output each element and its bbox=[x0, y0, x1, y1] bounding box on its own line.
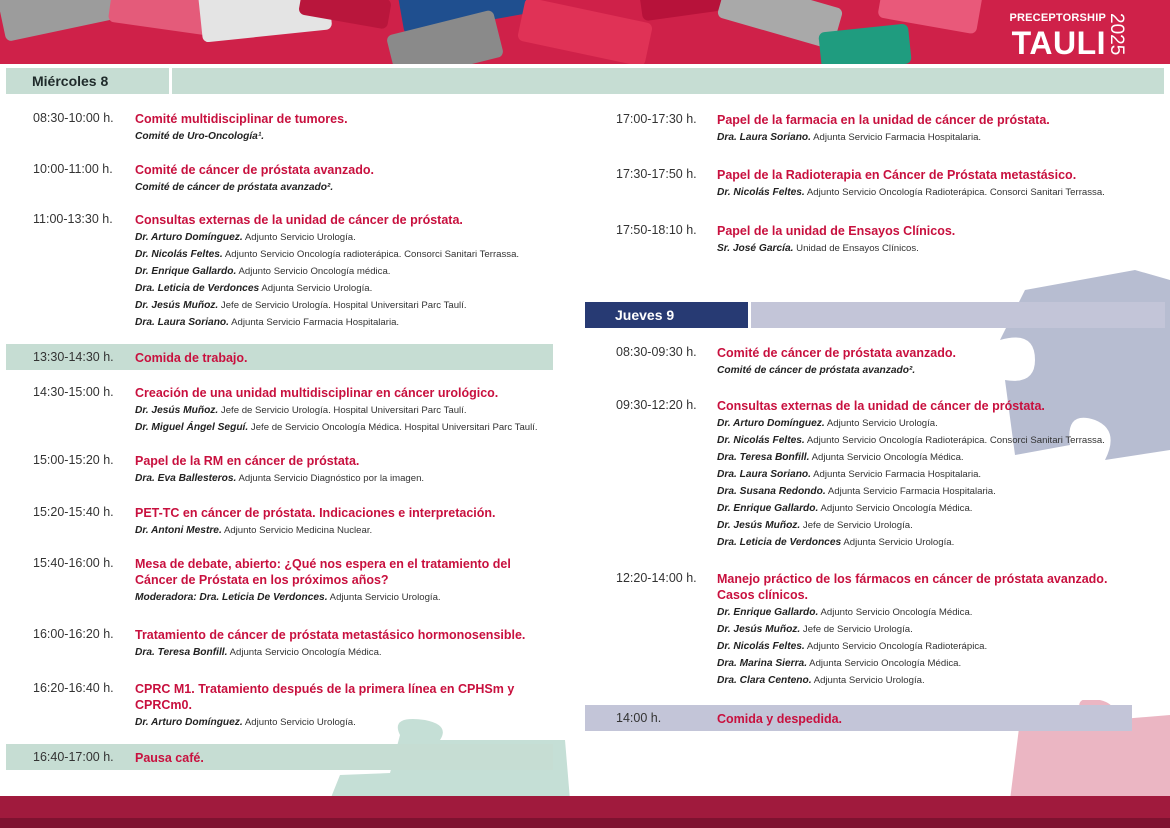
session-title: Papel de la farmacia en la unidad de cáncer de próstata. bbox=[717, 113, 1050, 127]
speaker-name: Dra. Teresa Bonfill. bbox=[717, 452, 810, 463]
speaker-line bbox=[717, 483, 996, 500]
session-time: 17:00-17:30 h. bbox=[616, 112, 697, 126]
wednesday-header bbox=[6, 68, 1164, 94]
speaker-name: Dr. Arturo Domínguez. bbox=[717, 418, 825, 429]
puzzle-piece-icon bbox=[638, 0, 723, 21]
speaker-line bbox=[717, 655, 961, 672]
speaker-role: Jefe de Servicio Urología. Hospital Universitari Parc Taulí. bbox=[220, 300, 467, 311]
puzzle-piece-icon bbox=[0, 0, 124, 42]
speaker-name: Dr. Antoni Mestre. bbox=[135, 525, 222, 536]
speaker-name: Dra. Eva Ballesteros. bbox=[135, 473, 237, 484]
speaker-role: Adjunto Servicio Oncología Radioterápica. Consorci Sanitari Terrassa. bbox=[806, 435, 1105, 446]
session-time: 16:00-16:20 h. bbox=[33, 627, 114, 641]
speaker-role: Adjunta Servicio Urología. bbox=[843, 537, 955, 548]
speaker-name: Dr. Nicolás Feltes. bbox=[717, 435, 805, 446]
speaker-name: Dr. Arturo Domínguez. bbox=[135, 717, 243, 728]
session-title: Manejo práctico de los fármacos en cáncer de próstata avanzado. bbox=[717, 572, 1108, 586]
session-time: 11:00-13:30 h. bbox=[33, 212, 113, 226]
speaker-name: Dra. Leticia de Verdonces bbox=[135, 283, 260, 294]
speaker-name: Dr. Jesús Muñoz. bbox=[717, 520, 801, 531]
speaker-line bbox=[135, 229, 356, 246]
brand-logo bbox=[1009, 6, 1140, 62]
speaker-line bbox=[135, 263, 390, 280]
session-title: Tratamiento de cáncer de próstata metastásico hormonosensible. bbox=[135, 628, 526, 642]
speaker-name: Dra. Leticia De Verdonces. bbox=[199, 592, 328, 603]
speaker-line bbox=[717, 466, 981, 483]
speaker-line bbox=[717, 449, 964, 466]
wednesday-header-label: Miércoles 8 bbox=[6, 68, 169, 94]
speaker-line bbox=[135, 314, 399, 331]
speaker-role: Adjunta Servicio Diagnóstico por la imagen. bbox=[238, 473, 425, 484]
speaker-line bbox=[717, 621, 913, 638]
speaker-role: Jefe de Servicio Urología. bbox=[802, 520, 913, 531]
speaker-name: Comité de cáncer de próstata avanzado². bbox=[135, 182, 334, 193]
speaker-role: Adjunta Servicio Farmacia Hospitalaria. bbox=[813, 469, 982, 480]
speaker-role: Adjunto Servicio Oncología Médica. bbox=[820, 503, 973, 514]
session-title: Comité de cáncer de próstata avanzado. bbox=[135, 163, 374, 177]
break-row bbox=[585, 705, 1132, 731]
speaker-line bbox=[135, 714, 356, 731]
break-row bbox=[6, 344, 553, 370]
session-time: 17:30-17:50 h. bbox=[616, 167, 697, 181]
speaker-name: Comité de Uro-Oncología¹. bbox=[135, 131, 265, 142]
session-title: Papel de la RM en cáncer de próstata. bbox=[135, 454, 360, 468]
speaker-line bbox=[135, 589, 441, 606]
speaker-role: Adjunto Servicio Medicina Nuclear. bbox=[223, 525, 373, 536]
speaker-line bbox=[717, 432, 1105, 449]
session-title: Casos clínicos. bbox=[717, 588, 809, 602]
speaker-line bbox=[717, 415, 938, 432]
speaker-name: Dr. Jesús Muñoz. bbox=[135, 300, 219, 311]
footer-shadow bbox=[0, 818, 1170, 828]
speaker-role: Jefe de Servicio Oncología Médica. Hospital Universitari Parc Taulí. bbox=[250, 422, 538, 433]
speaker-name: Dr. Jesús Muñoz. bbox=[135, 405, 219, 416]
session-time: 10:00-11:00 h. bbox=[33, 162, 113, 176]
speaker-line bbox=[717, 129, 981, 146]
speaker-line bbox=[717, 184, 1105, 201]
speaker-line bbox=[135, 644, 382, 661]
session-title: Pausa café. bbox=[135, 751, 204, 765]
speaker-line bbox=[717, 534, 954, 551]
session-time: 15:00-15:20 h. bbox=[33, 453, 114, 467]
speaker-name: Comité de cáncer de próstata avanzado². bbox=[717, 365, 916, 376]
session-title: Consultas externas de la unidad de cáncer de próstata. bbox=[135, 213, 463, 227]
speaker-role: Adjunto Servicio Oncología Médica. bbox=[820, 607, 973, 618]
speaker-name: Dr. Nicolás Feltes. bbox=[135, 249, 223, 260]
speaker-role: Adjunta Servicio Oncología Médica. bbox=[809, 658, 962, 669]
session-time: 15:40-16:00 h. bbox=[33, 556, 114, 570]
brand-year: 2025 bbox=[1106, 13, 1127, 56]
session-time: 16:20-16:40 h. bbox=[33, 681, 114, 695]
session-time: 08:30-09:30 h. bbox=[616, 345, 697, 359]
speaker-name: Dr. Enrique Gallardo. bbox=[717, 607, 819, 618]
speaker-role: Adjunta Servicio Farmacia Hospitalaria. bbox=[827, 486, 996, 497]
speaker-name: Dra. Susana Redondo. bbox=[717, 486, 826, 497]
speaker-role: Adjunta Servicio Urología. bbox=[329, 592, 441, 603]
brand-name: TAULI bbox=[1011, 25, 1106, 61]
speaker-line bbox=[135, 470, 424, 487]
session-title: Mesa de debate, abierto: ¿Qué nos espera en el tratamiento del bbox=[135, 557, 511, 571]
speaker-name: Dra. Marina Sierra. bbox=[717, 658, 808, 669]
session-time: 14:00 h. bbox=[616, 711, 662, 725]
speaker-line bbox=[717, 362, 915, 379]
speaker-name: Dr. Enrique Gallardo. bbox=[135, 266, 237, 277]
speaker-line bbox=[717, 604, 972, 621]
speaker-name: Dra. Laura Soriano. bbox=[717, 132, 811, 143]
speaker-line bbox=[135, 179, 333, 196]
speaker-name: Dr. Miguel Ángel Seguí. bbox=[135, 422, 249, 433]
speaker-line bbox=[135, 402, 467, 419]
session-title: Consultas externas de la unidad de cáncer de próstata. bbox=[717, 399, 1045, 413]
speaker-name: Dr. Nicolás Feltes. bbox=[717, 187, 805, 198]
speaker-line bbox=[135, 522, 372, 539]
speaker-role: Adjunta Servicio Urología. bbox=[813, 675, 925, 686]
speaker-name: Dr. Nicolás Feltes. bbox=[717, 641, 805, 652]
speaker-role: Adjunta Servicio Urología. bbox=[261, 283, 373, 294]
speaker-name: Dra. Clara Centeno. bbox=[717, 675, 812, 686]
top-banner bbox=[0, 0, 1170, 64]
speaker-name: Sr. José García. bbox=[717, 243, 794, 254]
speaker-role: Adjunto Servicio Oncología médica. bbox=[238, 266, 391, 277]
speaker-name: Dra. Leticia de Verdonces bbox=[717, 537, 842, 548]
session-time: 16:40-17:00 h. bbox=[33, 750, 114, 764]
session-title: Creación de una unidad multidisciplinar en cáncer urológico. bbox=[135, 386, 499, 400]
session-title: Comida de trabajo. bbox=[135, 351, 248, 365]
speaker-line bbox=[135, 419, 538, 436]
speaker-line bbox=[135, 297, 467, 314]
session-title: Comité multidisciplinar de tumores. bbox=[135, 112, 348, 126]
speaker-line bbox=[717, 240, 919, 257]
session-title: Comité de cáncer de próstata avanzado. bbox=[717, 346, 956, 360]
speaker-line bbox=[717, 500, 972, 517]
speaker-line bbox=[717, 517, 913, 534]
session-time: 09:30-12:20 h. bbox=[616, 398, 697, 412]
speaker-role: Adjunto Servicio Oncología Radioterápica. Consorci Sanitari Terrassa. bbox=[806, 187, 1105, 198]
break-row bbox=[6, 744, 553, 770]
speaker-role: Jefe de Servicio Urología. bbox=[802, 624, 913, 635]
speaker-role: Unidad de Ensayos Clínicos. bbox=[796, 243, 919, 254]
session-time: 14:30-15:00 h. bbox=[33, 385, 114, 399]
session-title: Comida y despedida. bbox=[717, 712, 843, 726]
speaker-line bbox=[135, 128, 264, 145]
session-time: 15:20-15:40 h. bbox=[33, 505, 114, 519]
thursday-header bbox=[585, 302, 1165, 328]
speaker-role: Adjunta Servicio Farmacia Hospitalaria. bbox=[231, 317, 400, 328]
speaker-role: Adjunta Servicio Oncología Médica. bbox=[811, 452, 964, 463]
speaker-role: Adjunto Servicio Urología. bbox=[244, 232, 356, 243]
session-time: 08:30-10:00 h. bbox=[33, 111, 114, 125]
speaker-name: Dra. Laura Soriano. bbox=[135, 317, 229, 328]
speaker-role: Adjunto Servicio Oncología radioterápica. Consorci Sanitari Terrassa. bbox=[224, 249, 520, 260]
speaker-line bbox=[135, 246, 519, 263]
session-title: Papel de la unidad de Ensayos Clínicos. bbox=[717, 224, 956, 238]
thursday-header-label: Jueves 9 bbox=[585, 302, 748, 328]
speaker-role: Adjunto Servicio Urología. bbox=[826, 418, 938, 429]
speaker-role: Adjunta Servicio Oncología Médica. bbox=[229, 647, 382, 658]
speaker-name: Dra. Laura Soriano. bbox=[717, 469, 811, 480]
session-title: PET-TC en cáncer de próstata. Indicaciones e interpretación. bbox=[135, 506, 496, 520]
session-title: Cáncer de Próstata en los próximos años? bbox=[135, 573, 389, 587]
speaker-name: Dra. Teresa Bonfill. bbox=[135, 647, 228, 658]
session-time: 12:20-14:00 h. bbox=[616, 571, 697, 585]
session-title: CPRCm0. bbox=[135, 698, 192, 712]
speaker-line bbox=[717, 638, 987, 655]
moderator-label: Moderadora: bbox=[135, 592, 197, 603]
speaker-role: Jefe de Servicio Urología. Hospital Universitari Parc Taulí. bbox=[220, 405, 467, 416]
session-time: 13:30-14:30 h. bbox=[33, 350, 114, 364]
speaker-name: Dr. Enrique Gallardo. bbox=[717, 503, 819, 514]
session-time: 17:50-18:10 h. bbox=[616, 223, 697, 237]
speaker-role: Adjunto Servicio Oncología Radioterápica. bbox=[806, 641, 988, 652]
speaker-name: Dr. Arturo Domínguez. bbox=[135, 232, 243, 243]
speaker-role: Adjunto Servicio Urología. bbox=[244, 717, 356, 728]
session-title: Papel de la Radioterapia en Cáncer de Próstata metastásico. bbox=[717, 168, 1077, 182]
speaker-line bbox=[135, 280, 372, 297]
brand-preceptorship: PRECEPTORSHIP bbox=[1009, 12, 1106, 24]
speaker-role: Adjunta Servicio Farmacia Hospitalaria. bbox=[813, 132, 982, 143]
speaker-name: Dr. Jesús Muñoz. bbox=[717, 624, 801, 635]
puzzle-piece-icon bbox=[517, 0, 653, 64]
session-title: CPRC M1. Tratamiento después de la primera línea en CPHSm y bbox=[135, 682, 515, 696]
speaker-line bbox=[717, 672, 925, 689]
